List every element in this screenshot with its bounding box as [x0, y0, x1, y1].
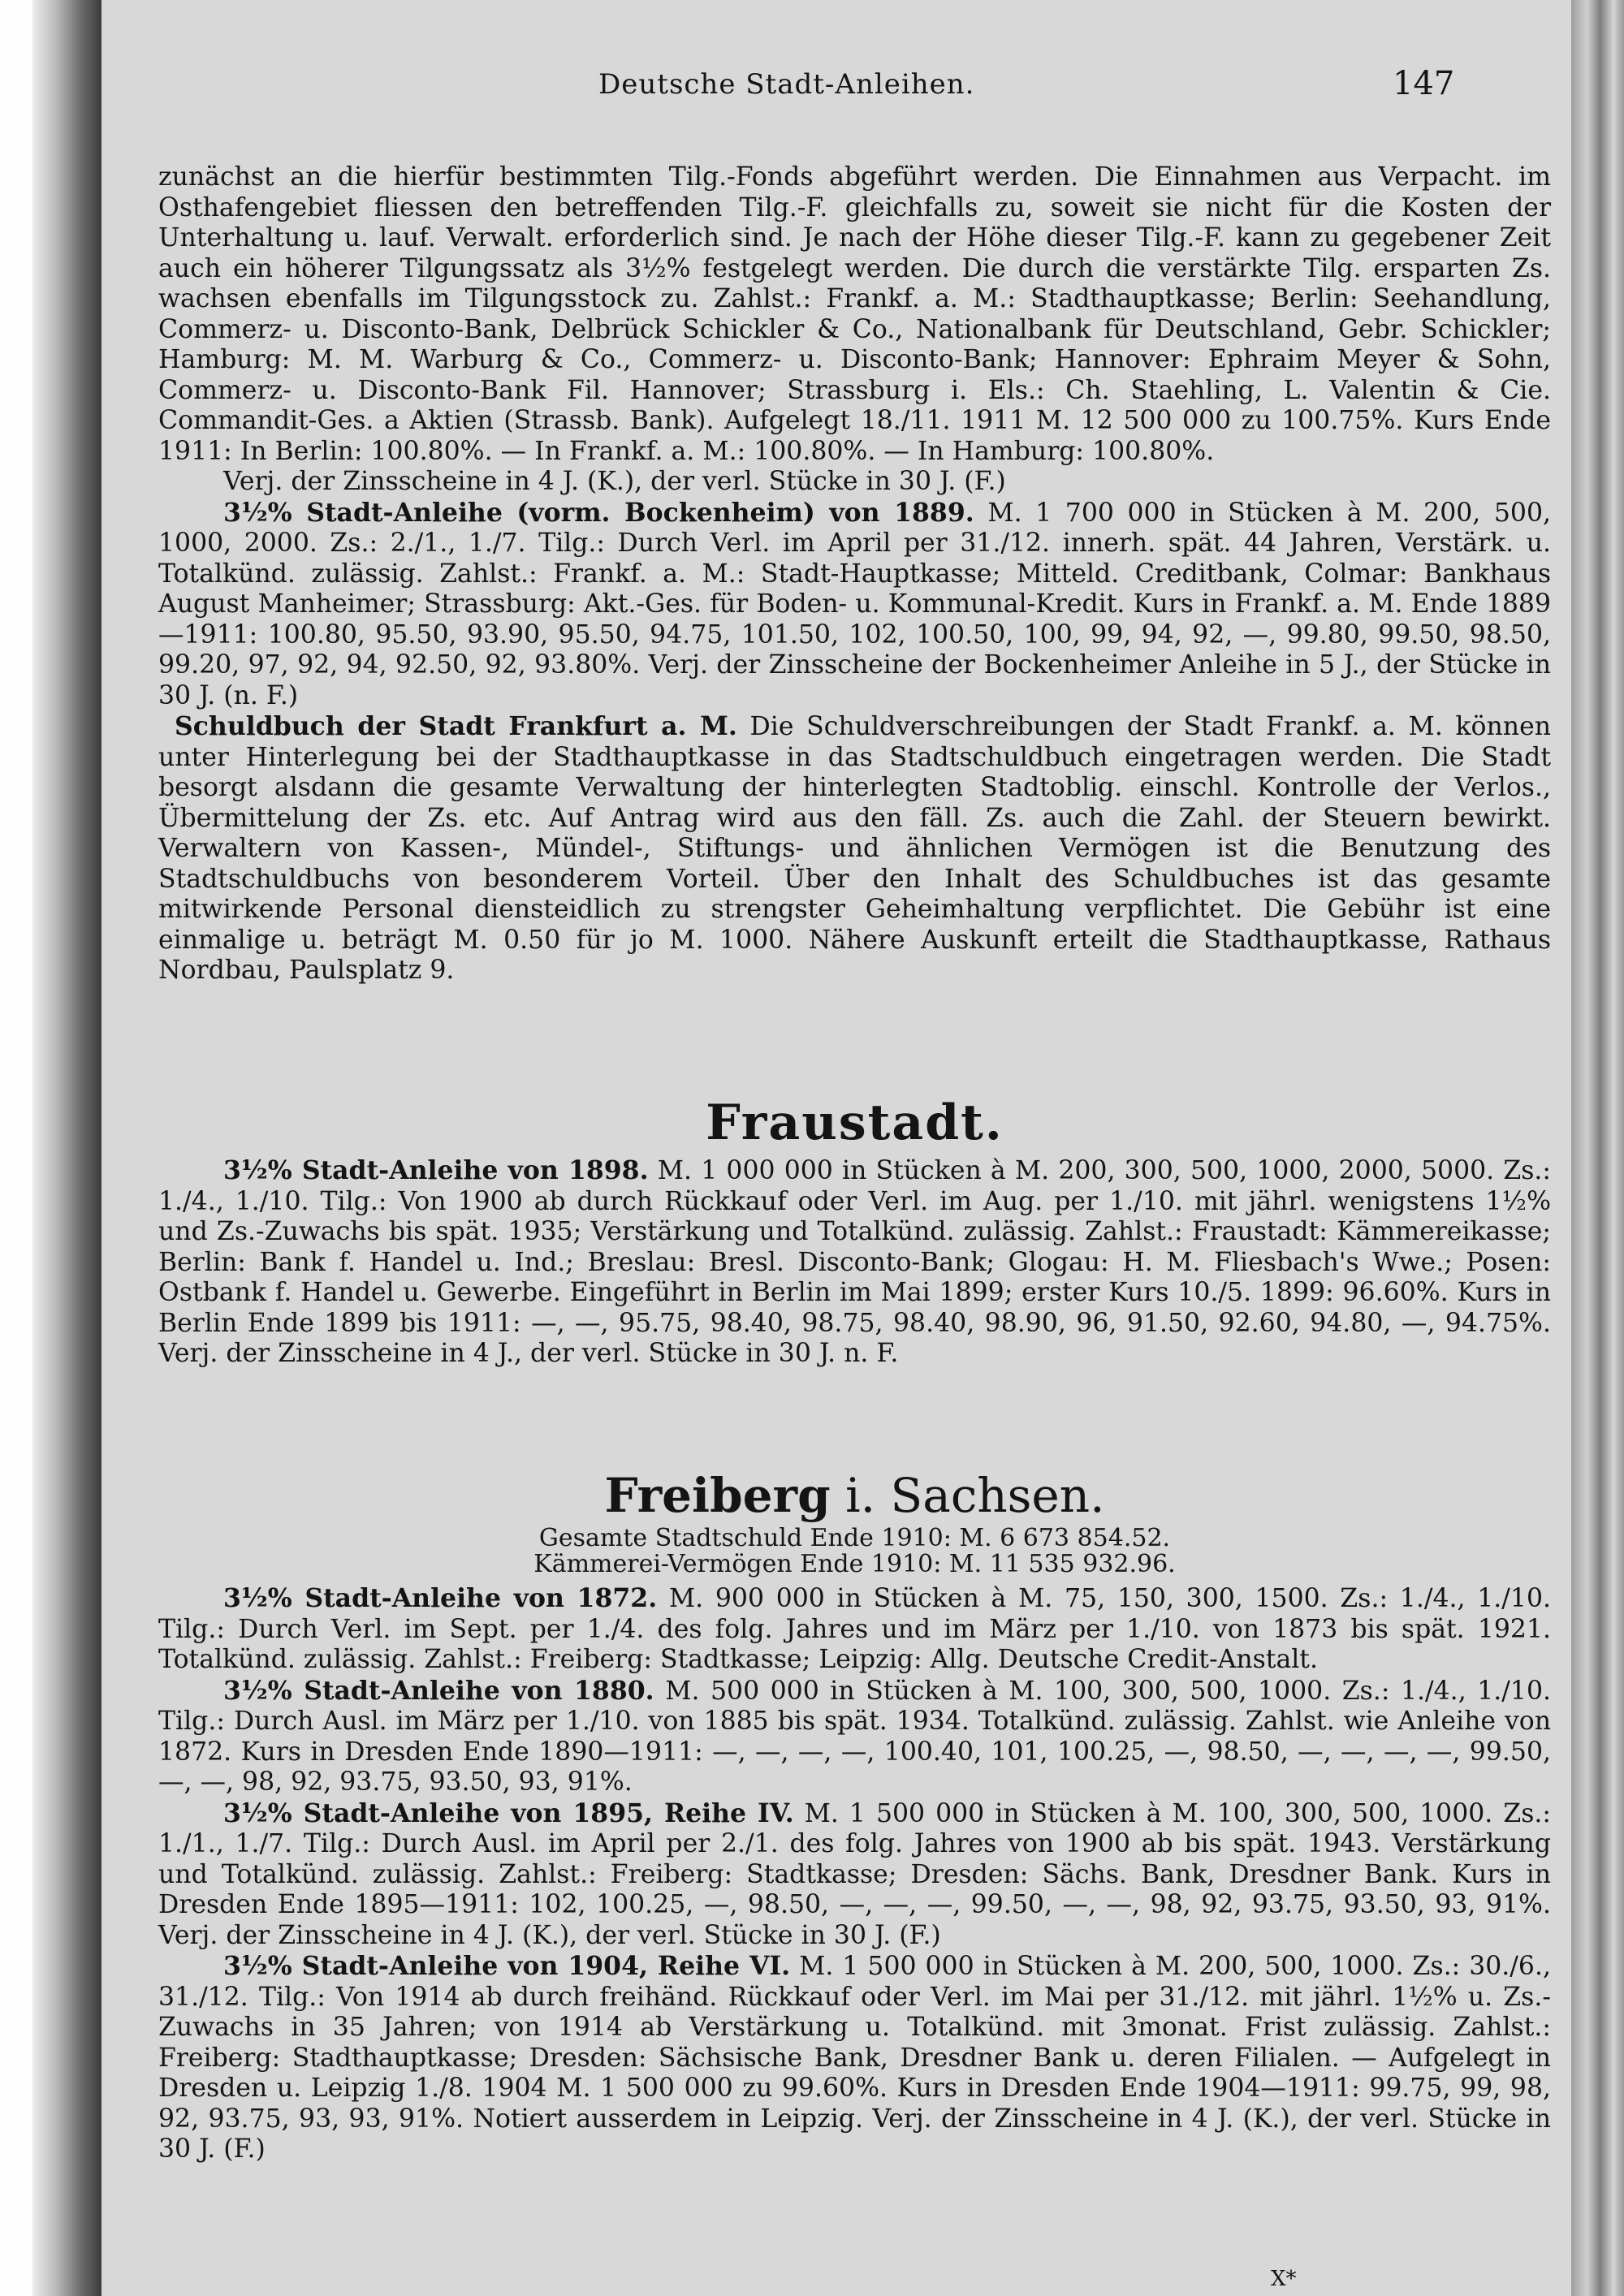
frankfurt-section — [158, 162, 1551, 986]
bockenheim-loan-entry — [158, 498, 1551, 712]
freiberg-debt-line: Gesamte Stadtschuld Ende 1910: M. 6 673 854.52. — [538, 1524, 1171, 1552]
book-gutter-shadow — [32, 0, 102, 2296]
freiberg-loan-1880-title: 3½% Stadt-Anleihe von 1880. — [223, 1675, 654, 1706]
freiberg-loan-1872-entry — [158, 1583, 1551, 1676]
bockenheim-loan-text: M. 1 700 000 in Stücken à M. 200, 500, 1000, 2000. Zs.: 2./1., 1./7. Tilg.: Durch Verl. im April per 31./12. innerh. spät. 44 Jahren, Verstärk. u. Totalkünd. zulässig. Zahlst.: Frankf. a. M.: Stadt-Hauptkasse; Mitteld. Creditbank, Colmar: Bankhaus August Manheimer; Strassburg: Akt.-Ges. für Boden- u. Kommunal-Kredit. Kurs in Frankf. a. M. Ende 1889—1911: 100.80, 95.50, 93.90, 95.50, 94.75, 101.50, 102, 100.50, 100, 99, 94, 92, —, 99.80, 99.50, 98.50, 99.20, 97, 92, 94, 92.50, 92, 93.80%. Verj. der Zinsscheine der Bockenheimer Anleihe in 5 J., der Stücke in 30 J. (n. F.) — [158, 498, 1552, 710]
fraustadt-loan-entry — [158, 1155, 1551, 1370]
freiberg-loan-1904-title: 3½% Stadt-Anleihe von 1904, Reihe VI. — [223, 1951, 791, 1981]
frankfurt-verjaehrung-line: Verj. der Zinsscheine in 4 J. (K.), der verl. Stücke in 30 J. (F.) — [223, 467, 1006, 496]
freiberg-section — [158, 1583, 1551, 2165]
freiberg-heading-main: Freiberg — [604, 1468, 831, 1523]
fraustadt-heading: Fraustadt. — [706, 1094, 1004, 1151]
page-number: 147 — [1393, 65, 1455, 102]
freiberg-loan-1880-text: M. 500 000 in Stücken à M. 100, 300, 500, 1000. Zs.: 1./4., 1./10. Tilg.: Durch Ausl. im März per 1./10. von 1885 bis spät. 1934. Totalkünd. zulässig. Zahlst. wie Anleihe von 1872. Kurs in Dresden Ende 1890—1911: —, —, —, —, 100.40, 101, 100.25, —, 98.50, —, —, —, —, 99.50, —, —, 98, 92, 93.75, 93.50, 93, 91%. — [158, 1676, 1551, 1797]
fraustadt-loan-text: M. 1 000 000 in Stücken à M. 200, 300, 500, 1000, 2000, 5000. Zs.: 1./4., 1./10. Tilg.: Von 1900 ab durch Rückkauf oder Verl. im Aug. per 1./10. mit jährl. wenigstens 1½% und Zs.-Zuwachs bis spät. 1935; Verstärkung und Totalkünd. zulässig. Zahlst.: Fraustadt: Kämmereikasse; Berlin: Bank f. Handel u. Ind.; Breslau: Bresl. Disconto-Bank; Glogau: H. M. Fliesbach's Wwe.; Posen: Ostbank f. Handel u. Gewerbe. Eingeführt in Berlin im Mai 1899; erster Kurs 10./5. 1899: 96.60%. Kurs in Berlin Ende 1899 bis 1911: —, —, 95.75, 98.40, 98.75, 98.40, 98.90, 96, 91.50, 92.60, 94.80, —, 94.75%. Verj. der Zinsscheine in 4 J., der verl. Stücke in 30 J. n. F. — [158, 1156, 1552, 1368]
freiberg-loan-1895-entry — [158, 1798, 1551, 1952]
freiberg-loan-1872-title: 3½% Stadt-Anleihe von 1872. — [223, 1583, 658, 1613]
running-head: Deutsche Stadt-Anleihen. — [598, 68, 975, 101]
freiberg-heading — [158, 1468, 1551, 1523]
book-page — [102, 0, 1575, 2296]
freiberg-heading-rest: i. Sachsen. — [845, 1468, 1105, 1523]
bockenheim-loan-title: 3½% Stadt-Anleihe (vorm. Bockenheim) von 1889. — [223, 497, 974, 528]
schuldbuch-title: Schuldbuch der Stadt Frankfurt a. M. — [175, 711, 737, 741]
freiberg-loan-1895-text: M. 1 500 000 in Stücken à M. 100, 300, 500, 1000. Zs.: 1./1., 1./7. Tilg.: Durch Ausl. im April per 2./1. des folg. Jahres von 1900 ab bis spät. 1943. Verstärkung und Totalkünd. zulässig. Zahlst.: Freiberg: Stadtkasse; Dresden: Sächs. Bank, Dresdner Bank. Kurs in Dresden Ende 1895—1911: 102, 100.25, —, 98.50, —, —, —, 99.50, —, —, 98, 92, 93.75, 93.50, 93, 91%. Verj. der Zinsscheine in 4 J. (K.), der verl. Stücke in 30 J. (F.) — [158, 1798, 1551, 1950]
signature-mark: X* — [1271, 2267, 1297, 2291]
schuldbuch-text: Die Schuldverschreibungen der Stadt Frankf. a. M. können unter Hinterlegung bei der Stadthauptkasse in das Stadtschuldbuch eingetragen werden. Die Stadt besorgt alsdann die gesamte Verwaltung der hinterlegten Stadtoblig. einschl. Kontrolle der Verlos., Übermittelung der Zs. etc. Auf Antrag wird aus den fäll. Zs. auch die Zahl. der Steuern bewirkt. Verwaltern von Kassen-, Mündel-, Stiftungs- und ähnlichen Vermögen ist die Benutzung des Stadtschuldbuchs von besonderem Vorteil. Über den Inhalt des Schuldbuches ist das gesamte mitwirkende Personal dienstеidlich zu strengster Geheimhaltung verpflichtet. Die Gebühr ist eine einmalige u. beträgt M. 0.50 für jo M. 1000. Nähere Auskunft erteilt die Stadthauptkasse, Rathaus Nordbau, Paulsplatz 9. — [158, 712, 1552, 985]
page-right-edge — [1571, 0, 1624, 2296]
frankfurt-intro-paragraph: zunächst an die hierfür bestimmten Tilg.-Fonds abgeführt werden. Die Einnahmen aus Verpacht. im Osthafengebiet fliessen den betreffenden Tilg.-F. gleichfalls zu, soweit sie nicht für die Kosten der Unterhaltung u. lauf. Verwalt. erforderlich sind. Je nach der Höhe dieser Tilg.-F. kann zu gegebener Zeit auch ein höherer Tilgungssatz als 3½% festgelegt werden. Die durch die verstärkte Tilg. ersparten Zs. wachsen ebenfalls im Tilgungsstock zu. Zahlst.: Frankf. a. M.: Stadthauptkasse; Berlin: Seehandlung, Commerz- u. Disconto-Bank, Delbrück Schickler & Co., Nationalbank für Deutschland, Gebr. Schickler; Hamburg: M. M. Warburg & Co., Commerz- u. Disconto-Bank; Hannover: Ephraim Meyer & Sohn, Commerz- u. Disconto-Bank Fil. Hannover; Strassburg i. Els.: Ch. Staehling, L. Valentin & Cie. Commandit-Ges. a Aktien (Strassb. Bank). Aufgelegt 18./11. 1911 M. 12 500 000 zu 100.75%. Kurs Ende 1911: In Berlin: 100.80%. — In Frankf. a. M.: 100.80%. — In Hamburg: 100.80%. — [158, 162, 1551, 466]
schuldbuch-entry — [158, 711, 1551, 986]
freiberg-loan-1904-text: M. 1 500 000 in Stücken à M. 200, 500, 1000. Zs.: 30./6., 31./12. Tilg.: Von 1914 ab durch freihänd. Rückkauf oder Verl. im Mai per 31./12. mit jährl. 1½% u. Zs.-Zuwachs in 35 Jahren; von 1914 ab Verstärkung u. Totalkünd. mit 3monat. Frist zulässig. Zahlst.: Freiberg: Stadthauptkasse; Dresden: Sächsische Bank, Dresdner Bank u. deren Filialen. — Aufgelegt in Dresden u. Leipzig 1./8. 1904 M. 1 500 000 zu 99.60%. Kurs in Dresden Ende 1904—1911: 99.75, 99, 98, 92, 93.75, 93, 93, 91%. Notiert ausserdem in Leipzig. Verj. der Zinsscheine in 4 J. (K.), der verl. Stücke in 30 J. (F.) — [158, 1952, 1551, 2164]
freiberg-loan-1880-entry — [158, 1676, 1551, 1798]
freiberg-loan-1904-entry — [158, 1951, 1551, 2165]
freiberg-loan-1895-title: 3½% Stadt-Anleihe von 1895, Reihe IV. — [223, 1798, 794, 1828]
freiberg-assets-line: Kämmerei-Vermögen Ende 1910: M. 11 535 932.96. — [533, 1550, 1176, 1578]
freiberg-loan-1872-text: M. 900 000 in Stücken à M. 75, 150, 300, 1500. Zs.: 1./4., 1./10. Tilg.: Durch Verl. im Sept. per 1./4. des folg. Jahres und im März per 1./10. von 1873 bis spät. 1921. Totalkünd. zulässig. Zahlst.: Freiberg: Stadtkasse; Leipzig: Allg. Deutsche Credit-Anstalt. — [158, 1584, 1552, 1674]
fraustadt-loan-title: 3½% Stadt-Anleihe von 1898. — [223, 1155, 649, 1185]
fraustadt-section — [158, 1155, 1551, 1370]
